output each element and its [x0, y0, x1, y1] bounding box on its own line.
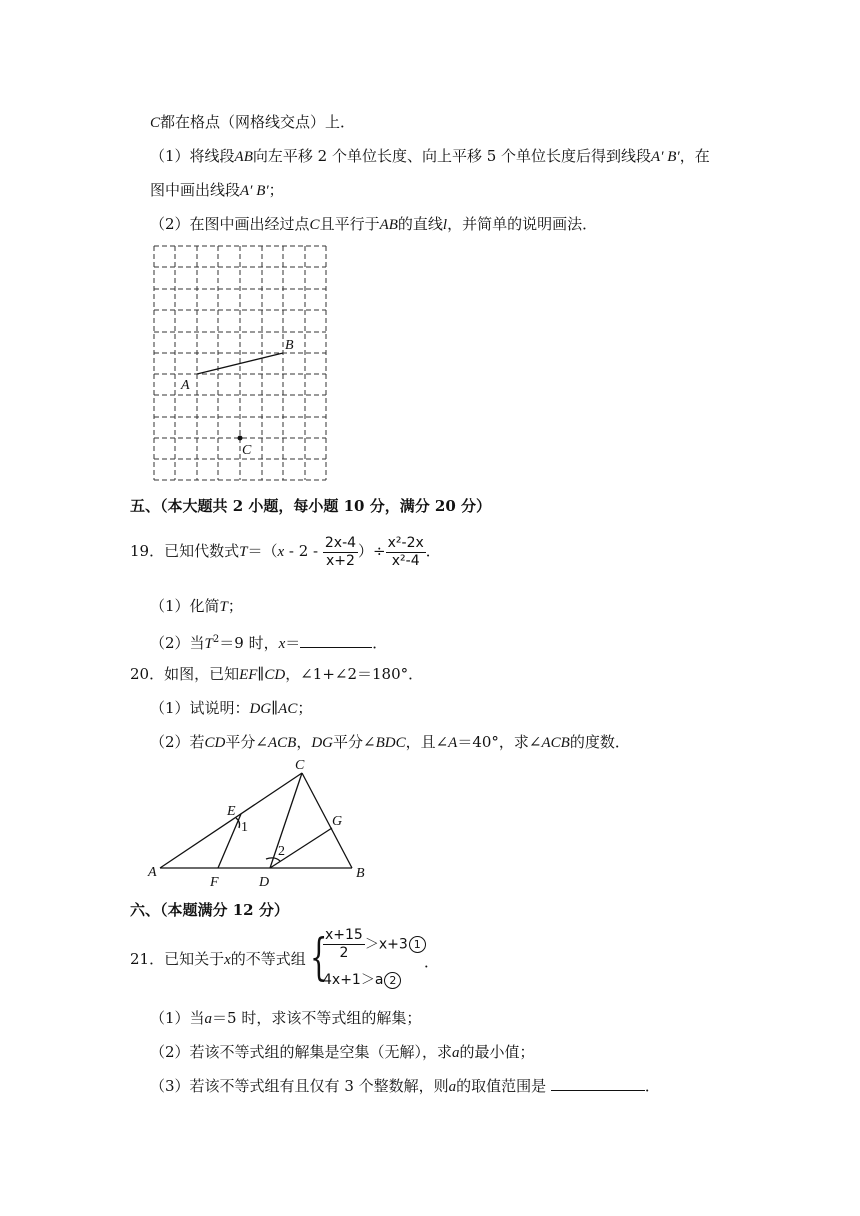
- var: x: [278, 636, 286, 652]
- segment-label: A′ B′: [240, 183, 269, 199]
- text: ．: [372, 634, 388, 652]
- q21-stem: [130, 949, 306, 970]
- grid-figure: [148, 240, 333, 485]
- point-C: [238, 436, 243, 441]
- text: 都在格点（网格线交点）上．: [160, 113, 356, 131]
- angle-label: A: [448, 735, 458, 751]
- text: ＝40°，求∠: [457, 733, 542, 751]
- label-B: B: [285, 338, 294, 353]
- angle-label: ACB: [541, 735, 570, 751]
- text: ．: [425, 542, 441, 560]
- text: 平分∠: [225, 733, 268, 751]
- segment-label: EF: [239, 667, 258, 683]
- numerator: 2x-4: [324, 534, 357, 551]
- text: （1）将线段: [150, 147, 235, 165]
- segment-CD: [270, 773, 302, 868]
- q21-part3: [150, 1076, 660, 1097]
- label-F: F: [210, 875, 219, 890]
- text: 图中画出线段: [150, 181, 241, 199]
- point-label: C: [150, 115, 161, 131]
- text: 的直线: [397, 215, 443, 233]
- denominator: 2: [339, 945, 349, 961]
- text: ；: [268, 181, 284, 199]
- section-five-heading: 五、（本大题共 2 小题，每小题 10 分，满分 20 分）: [130, 497, 492, 515]
- line-label: l: [442, 217, 448, 233]
- exponent: 2: [212, 634, 220, 645]
- text: ，且∠: [405, 733, 449, 751]
- label-E: E: [227, 804, 236, 819]
- q21-part1: [150, 1008, 421, 1029]
- segment-label: AC: [278, 701, 298, 717]
- text: （1）试说明：: [150, 699, 250, 717]
- var: T: [204, 636, 213, 652]
- answer-blank[interactable]: [551, 1076, 645, 1091]
- text: 21．已知关于: [130, 950, 225, 968]
- q18-part1-cont: [150, 180, 284, 201]
- tag-2: 2: [384, 972, 401, 989]
- segment-label: A′ B′: [651, 149, 680, 165]
- text: ）÷: [358, 542, 386, 560]
- q18-part2: [150, 214, 597, 235]
- label-B: B: [356, 866, 365, 881]
- var: x: [224, 952, 231, 968]
- fraction-2: [386, 535, 426, 570]
- label-C: C: [295, 758, 305, 773]
- denominator: x+2: [326, 552, 355, 569]
- q18-intro: [150, 112, 355, 133]
- label-A: A: [148, 865, 157, 880]
- text: （3）若该不等式组有且仅有 3 个整数解，则: [150, 1077, 449, 1095]
- text: （2）在图中画出经过点: [150, 215, 310, 233]
- inequality-1: [323, 927, 426, 962]
- answer-blank[interactable]: [300, 633, 372, 648]
- parallel-symbol: ∥: [257, 665, 265, 683]
- parallel-symbol: ∥: [271, 699, 279, 717]
- q21-part2: [150, 1042, 535, 1063]
- segment-label: AB: [234, 149, 253, 165]
- var: a: [448, 1079, 457, 1095]
- text: ＝5 时，求该不等式组的解集；: [212, 1009, 422, 1027]
- var: T: [239, 544, 248, 560]
- label-1: 1: [241, 820, 248, 835]
- text: ＞x+3: [364, 936, 408, 953]
- q18-part1: [150, 146, 710, 167]
- text: 的不等式组: [230, 950, 306, 968]
- label-2: 2: [278, 844, 285, 859]
- label-G: G: [332, 814, 343, 829]
- fraction-1: [323, 535, 358, 570]
- q20-part2: [150, 732, 630, 753]
- text: ，: [296, 733, 312, 751]
- side-CB: [302, 773, 352, 868]
- q20-part1: [150, 698, 312, 719]
- text: 20．如图，已知: [130, 665, 240, 683]
- text: （1）化简: [150, 597, 220, 615]
- tag-1: 1: [409, 936, 426, 953]
- text: - 2 -: [284, 542, 323, 560]
- segment-label: CD: [264, 667, 286, 683]
- text: 且平行于: [319, 215, 380, 233]
- q19-part1: [150, 596, 243, 617]
- q19-part2: [150, 630, 387, 654]
- var: T: [219, 599, 228, 615]
- text: ＝9 时，: [219, 634, 279, 652]
- text: ，∠1+∠2＝180°．: [285, 665, 424, 683]
- var: a: [204, 1011, 213, 1027]
- segment-label: AB: [379, 217, 398, 233]
- text: 的度数．: [569, 733, 630, 751]
- text: （2）当: [150, 634, 205, 652]
- var: a: [452, 1045, 460, 1061]
- text: ，并简单的说明画法．: [447, 215, 598, 233]
- numerator: x²-2x: [387, 534, 424, 551]
- label-A: A: [181, 378, 190, 393]
- text: ＝: [285, 634, 301, 652]
- system-brace: {: [310, 928, 328, 986]
- section-six-heading: 六、（本题满分 12 分）: [130, 901, 289, 919]
- segment-label: CD: [204, 735, 226, 751]
- text: 4x+1＞a: [323, 972, 384, 988]
- text: 平分∠: [333, 733, 376, 751]
- point-label: C: [309, 217, 320, 233]
- numerator: x+15: [325, 927, 363, 943]
- text: 向左平移 2 个单位长度、向上平移 5 个单位长度后得到线段: [252, 147, 652, 165]
- text: ；: [297, 699, 313, 717]
- q20-stem: [130, 664, 423, 685]
- text: ＝（: [247, 542, 278, 560]
- text: （2）若: [150, 733, 205, 751]
- label-D: D: [259, 875, 270, 890]
- label-C: C: [242, 443, 252, 458]
- text: ，在: [679, 147, 710, 165]
- var: x: [277, 544, 285, 560]
- angle-label: BDC: [375, 735, 406, 751]
- q19-stem: [130, 532, 441, 571]
- inequality-2: [323, 970, 401, 990]
- text: 的最小值；: [459, 1043, 535, 1061]
- text: 19．已知代数式: [130, 542, 240, 560]
- text: （1）当: [150, 1009, 205, 1027]
- text: 的取值范围是: [456, 1077, 547, 1095]
- text: ；: [227, 597, 243, 615]
- text: （2）若该不等式组的解集是空集（无解），求: [150, 1043, 453, 1061]
- segment-label: DG: [311, 735, 333, 751]
- angle-label: ACB: [267, 735, 297, 751]
- text: ．: [644, 1077, 660, 1095]
- q21-end: ．: [424, 953, 440, 971]
- triangle-figure: [140, 755, 380, 890]
- segment-label: DG: [249, 701, 272, 717]
- ineq1-fraction: [323, 927, 365, 962]
- denominator: x²-4: [391, 552, 420, 569]
